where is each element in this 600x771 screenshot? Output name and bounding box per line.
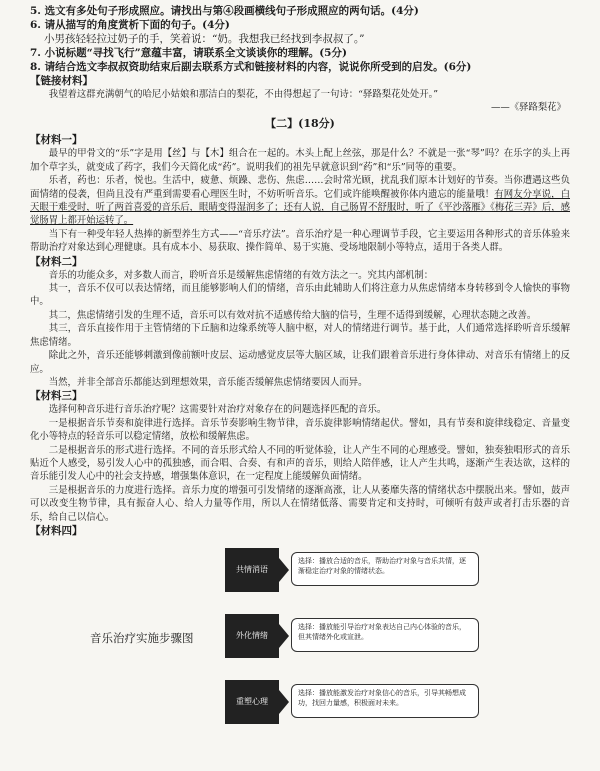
link-material-heading: 【链接材料】	[30, 75, 93, 87]
step-3-description: 选择：播放能激发治疗对象信心的音乐，引导其畅想成功，找回力量感，积极面对未来。	[291, 684, 479, 718]
material-2-paragraph-4: 其三，音乐直接作用于主管情绪的下丘脑和边缘系统等人脑中枢，对人的情绪进行调节。基于此，人们通常选择聆听音乐缓解焦虑情绪。	[30, 323, 570, 348]
diagram-label: 音乐治疗实施步骤图	[90, 630, 194, 645]
step-1-description: 选择：播放合适的音乐，帮助治疗对象与音乐共情，逐渐稳定治疗对象的情绪状态。	[291, 552, 479, 586]
material-1-heading: 【材料一】	[30, 134, 83, 147]
material-1-paragraph-1: 最早的甲骨文的“乐”字是用【丝】与【木】组合在一起的。木头上配上丝弦，那是什么？不就是一张“琴”吗？在乐字的头上再加个草字头，就变成了药字，我们今天简化成“药”。说明我们的祖先早就意识到“药”和“乐”同等的重要。	[30, 148, 570, 173]
step-2	[225, 614, 483, 658]
link-material-source: ——《驿路梨花》	[490, 102, 566, 114]
question-5: 5. 选文有多处句子形成照应。请找出与第④段画横线句子形成照应的两句话。(4分)	[30, 5, 419, 17]
quoted-sentence: 小男孩轻轻拉过奶子的手，笑着说：“奶。我想我已经找到李叔叔了。”	[44, 33, 365, 45]
step-1-name: 共情消语	[225, 548, 279, 592]
section-title: 【二】(18分)	[265, 117, 335, 131]
step-1	[225, 548, 483, 592]
material-3-paragraph-1: 选择何种音乐进行音乐治疗呢？这需要针对治疗对象存在的问题选择匹配的音乐。	[48, 404, 387, 416]
underlined-sentence: 有网友分享说，白天眼干难受时，听了两首喜爱的音乐后，眼睛变得湿润多了；还有人说，自己肠胃不舒服时，听了《平沙落雁》《梅花三弄》后，感觉肠胃上都开始运转了。	[30, 188, 570, 227]
material-3-paragraph-4: 三是根据音乐的力度进行选择。音乐力度的增强可引发情绪的逐渐高涨，让人从萎靡失落的情绪状态中摆脱出来。譬如，鼓声可以改变生物节律，具有振奋人心、给人力量等作用，所以人在情绪低落、需要肯定和支持时，可倾听有鼓声或者打击乐器的音乐，给自己以信心。	[30, 484, 570, 523]
material-2-paragraph-2: 其一，音乐不仅可以表达情绪，而且能够影响人们的情绪，音乐由此辅助人们将注意力从焦虑情绪本身转移到令人愉快的事物中。	[30, 283, 570, 308]
question-8: 8. 请结合选文李叔叔资助结束后副去联系方式和链接材料的内容，说说你所受到的启发。(6分)	[30, 61, 472, 73]
material-3-paragraph-2: 一是根据音乐节奏和旋律进行选择。音乐节奏影响生物节律，音乐旋律影响情绪起伏。譬如，具有节奏和旋律线稳定、音量变化小等特点的轻音乐可以稳定情绪，放松和缓解焦虑。	[30, 417, 570, 443]
material-1-paragraph-2	[30, 174, 570, 228]
material-3-paragraph-3: 二是根据音乐的形式进行选择。不同的音乐形式给人不同的听觉体验，让人产生不同的心理感受。譬如，独奏独唱形式的音乐贴近个人感受，易引发人心中的孤独感，而合唱、合奏、有和声的音乐，则给人陪伴感，让人产生共鸣，逐渐产生表达欲，这样的音乐能引发人心中的社会支持感，增强集体意识，在一定程度上能缓解负面情绪。	[30, 444, 570, 483]
arrow-right-icon	[279, 690, 289, 714]
step-2-name: 外化情绪	[225, 614, 279, 658]
material-4-heading: 【材料四】	[30, 524, 83, 537]
step-3	[225, 680, 483, 724]
arrow-right-icon	[279, 558, 289, 582]
question-6: 6. 请从描写的角度赏析下面的句子。(4分)	[30, 19, 230, 31]
arrow-right-icon	[279, 624, 289, 648]
material-1-p2-text: 乐者，药也：乐者，悦也。生活中，疲惫、烦躁、悲伤、焦虑……会时常光顾，扰乱我们原本计划好的节奏。当你遭遇这些负面情绪的侵袭，但尚且没有严重到需要看心理医生时，不妨听听音乐。它们或许能唤醒被你体内遗忘的能量哦！	[30, 175, 570, 200]
question-7: 7. 小说标题“寻找飞行”意蕴丰富，请联系全文谈谈你的理解。(5分)	[30, 47, 347, 59]
step-2-description: 选择：播放能引导治疗对象表达自己内心体验的音乐，但其情绪外化或宣泄。	[291, 618, 479, 652]
material-2-paragraph-3: 其二，焦虑情绪引发的生理不适，音乐可以有效对抗不适感传给大脑的信号，生理不适得到缓解，心理状态随之改善。	[48, 309, 537, 321]
material-3-heading: 【材料三】	[30, 390, 83, 403]
material-2-paragraph-1: 音乐的功能众多，对多数人而言，聆听音乐是缓解焦虑情绪的有效方法之一。究其内部机制：	[48, 269, 434, 281]
link-material-text: 我望着这群充满朝气的哈尼小姑娘和那洁白的梨花，不由得想起了一句诗：“驿路梨花处处开。”	[48, 89, 439, 100]
material-2-heading: 【材料二】	[30, 255, 83, 268]
material-2-paragraph-6: 当然，并非全部音乐都能达到理想效果，音乐能否缓解焦虑情绪要因人而异。	[48, 376, 368, 388]
step-3-name: 重塑心理	[225, 680, 279, 724]
material-2-paragraph-5: 除此之外，音乐还能够刺激到像前额叶皮层、运动感觉皮层等大脑区域，让我们跟着音乐进行身体律动、对音乐有情绪上的反应。	[30, 350, 570, 375]
material-1-paragraph-3: 当下有一种受年轻人热捧的新型养生方式——“音乐疗法”。音乐治疗是一种心理调节手段，它主要运用各种形式的音乐体验来帮助治疗对象达到心理健康。具有成本小、易获取、操作简单、易于实施、受场地限制小等特点，适用于各类人群。	[30, 228, 570, 254]
therapy-steps-diagram	[30, 540, 570, 736]
